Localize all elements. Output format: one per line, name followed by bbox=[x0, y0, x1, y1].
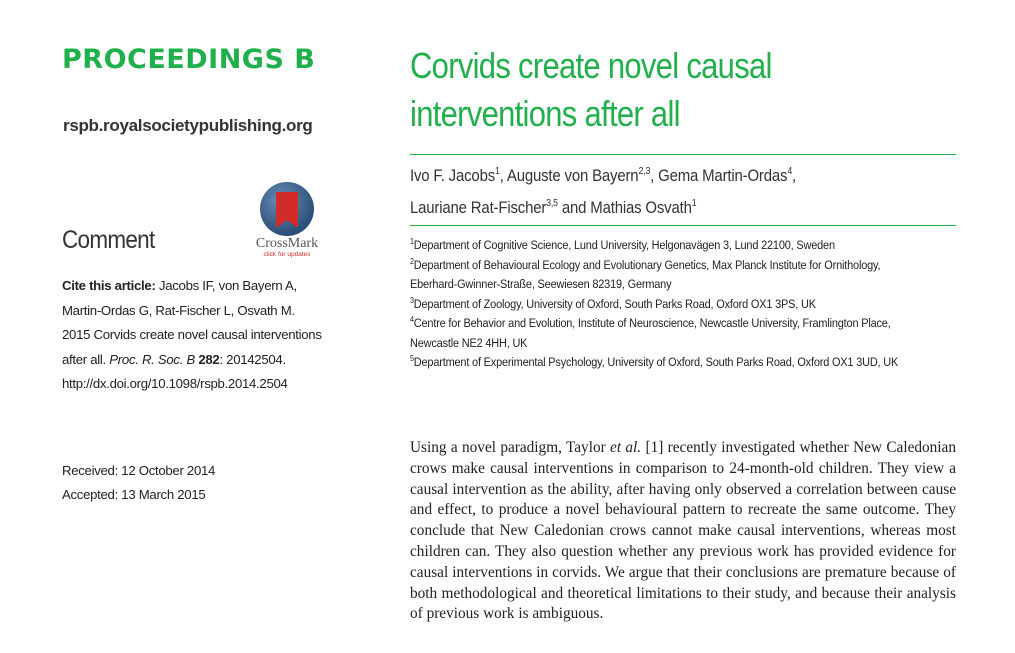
journal-site-link[interactable]: rspb.royalsocietypublishing.org bbox=[63, 116, 313, 135]
divider-bottom bbox=[410, 225, 956, 226]
citation-authors: Jacobs IF, von Bayern A, Martin-Ordas G, Rat-Fischer L, Osvath M. 2015 Corvids create novel causal interventions after all. bbox=[62, 278, 322, 367]
author-separator: , bbox=[792, 166, 797, 185]
author-affiliation-sup: 4 bbox=[787, 166, 793, 177]
citation-doi[interactable]: http://dx.doi.org/10.1098/rspb.2014.2504 bbox=[62, 376, 288, 391]
affiliation-text: Department of Experimental Psychology, University of Oxford, South Parks Road, Oxford OX1 3UD, UK bbox=[413, 355, 899, 369]
author-name: Gema Martin-Ordas bbox=[658, 166, 788, 185]
abstract-etal: et al. bbox=[610, 439, 642, 456]
article-title: Corvids create novel causal interventions after all bbox=[410, 45, 772, 134]
author-list bbox=[410, 160, 903, 224]
abstract-text: Using a novel paradigm, Taylor bbox=[410, 439, 611, 456]
crossmark-sub: click for updates bbox=[263, 251, 311, 258]
author-separator: , bbox=[650, 166, 659, 185]
affiliation-item bbox=[410, 353, 944, 373]
author-affiliation-sup: 3,5 bbox=[546, 198, 558, 209]
affiliation-item bbox=[410, 256, 944, 295]
author-affiliation-sup: 2,3 bbox=[638, 166, 651, 177]
crossmark-label: CrossMark bbox=[255, 236, 319, 251]
citation-journal: Proc. R. Soc. B bbox=[109, 351, 195, 367]
author-name: Mathias Osvath bbox=[590, 198, 692, 217]
affiliation-number: 2 bbox=[410, 256, 414, 266]
citation-label: Cite this article: bbox=[62, 278, 156, 293]
crossmark-badge[interactable] bbox=[252, 182, 322, 259]
crossmark-icon bbox=[260, 182, 314, 236]
author-name: Auguste von Bayern bbox=[506, 166, 639, 185]
abstract-text-cont: [1] recently investigated whether New Caledonian crows make causal interventions in comparison to 24-month-old children. They view a causal intervention as the ability, after having only observed a correlation between cause and effect, to produce a novel behavioural pattern to recreate the same outcome. They conclude that New Caledonian crows cannot make causal interventions, whereas most children can. They also question whether any previous work has provided evidence for causal interventions in corvids. We argue that their conclusions are premature because of both methodological and theoretical limitations to their study, and because their analysis of previous work is ambiguous. bbox=[410, 439, 956, 623]
affiliation-text: Department of Zoology, University of Oxford, South Parks Road, Oxford OX1 3PS, UK bbox=[413, 296, 816, 311]
affiliation-number: 4 bbox=[410, 315, 414, 324]
author-separator: and bbox=[557, 198, 591, 217]
affiliation-item bbox=[410, 236, 944, 256]
affiliation-item bbox=[410, 314, 944, 353]
journal-name: PROCEEDINGS B bbox=[62, 44, 316, 75]
citation-pages: : 20142504. bbox=[219, 351, 286, 367]
article-dates bbox=[62, 459, 215, 507]
section-label: Comment bbox=[62, 226, 155, 254]
affiliation-number: 1 bbox=[410, 237, 414, 246]
author-separator: , bbox=[499, 166, 507, 185]
affiliation-text-cont: Newcastle NE2 4HH, UK bbox=[410, 335, 528, 350]
accepted-date: Accepted: 13 March 2015 bbox=[62, 487, 206, 502]
affiliation-text: Department of Behavioural Ecology and Evolutionary Genetics, Max Planck Institute for Ornithology, bbox=[413, 257, 881, 272]
author-affiliation-sup: 1 bbox=[691, 198, 697, 209]
affiliation-text: Department of Cognitive Science, Lund University, Helgonavägen 3, Lund 22100, Sweden bbox=[413, 238, 835, 252]
affiliation-number: 3 bbox=[410, 295, 414, 305]
affiliation-text: Centre for Behavior and Evolution, Institute of Neuroscience, Newcastle University, Framlington Place, bbox=[413, 316, 891, 330]
citation bbox=[62, 274, 324, 397]
citation-volume: 282 bbox=[198, 351, 220, 367]
affiliation-text-cont: Eberhard-Gwinner-Straße, Seewiesen 82319, Germany bbox=[410, 277, 672, 291]
author-affiliation-sup: 1 bbox=[495, 166, 500, 177]
affiliation-number: 5 bbox=[410, 354, 414, 363]
author-name: Ivo F. Jacobs bbox=[410, 166, 496, 185]
author-name: Lauriane Rat-Fischer bbox=[410, 198, 547, 217]
divider-top bbox=[410, 154, 956, 155]
abstract bbox=[410, 438, 956, 625]
received-date: Received: 12 October 2014 bbox=[62, 463, 216, 478]
affiliation-item bbox=[410, 295, 944, 315]
affiliation-list bbox=[410, 236, 944, 373]
